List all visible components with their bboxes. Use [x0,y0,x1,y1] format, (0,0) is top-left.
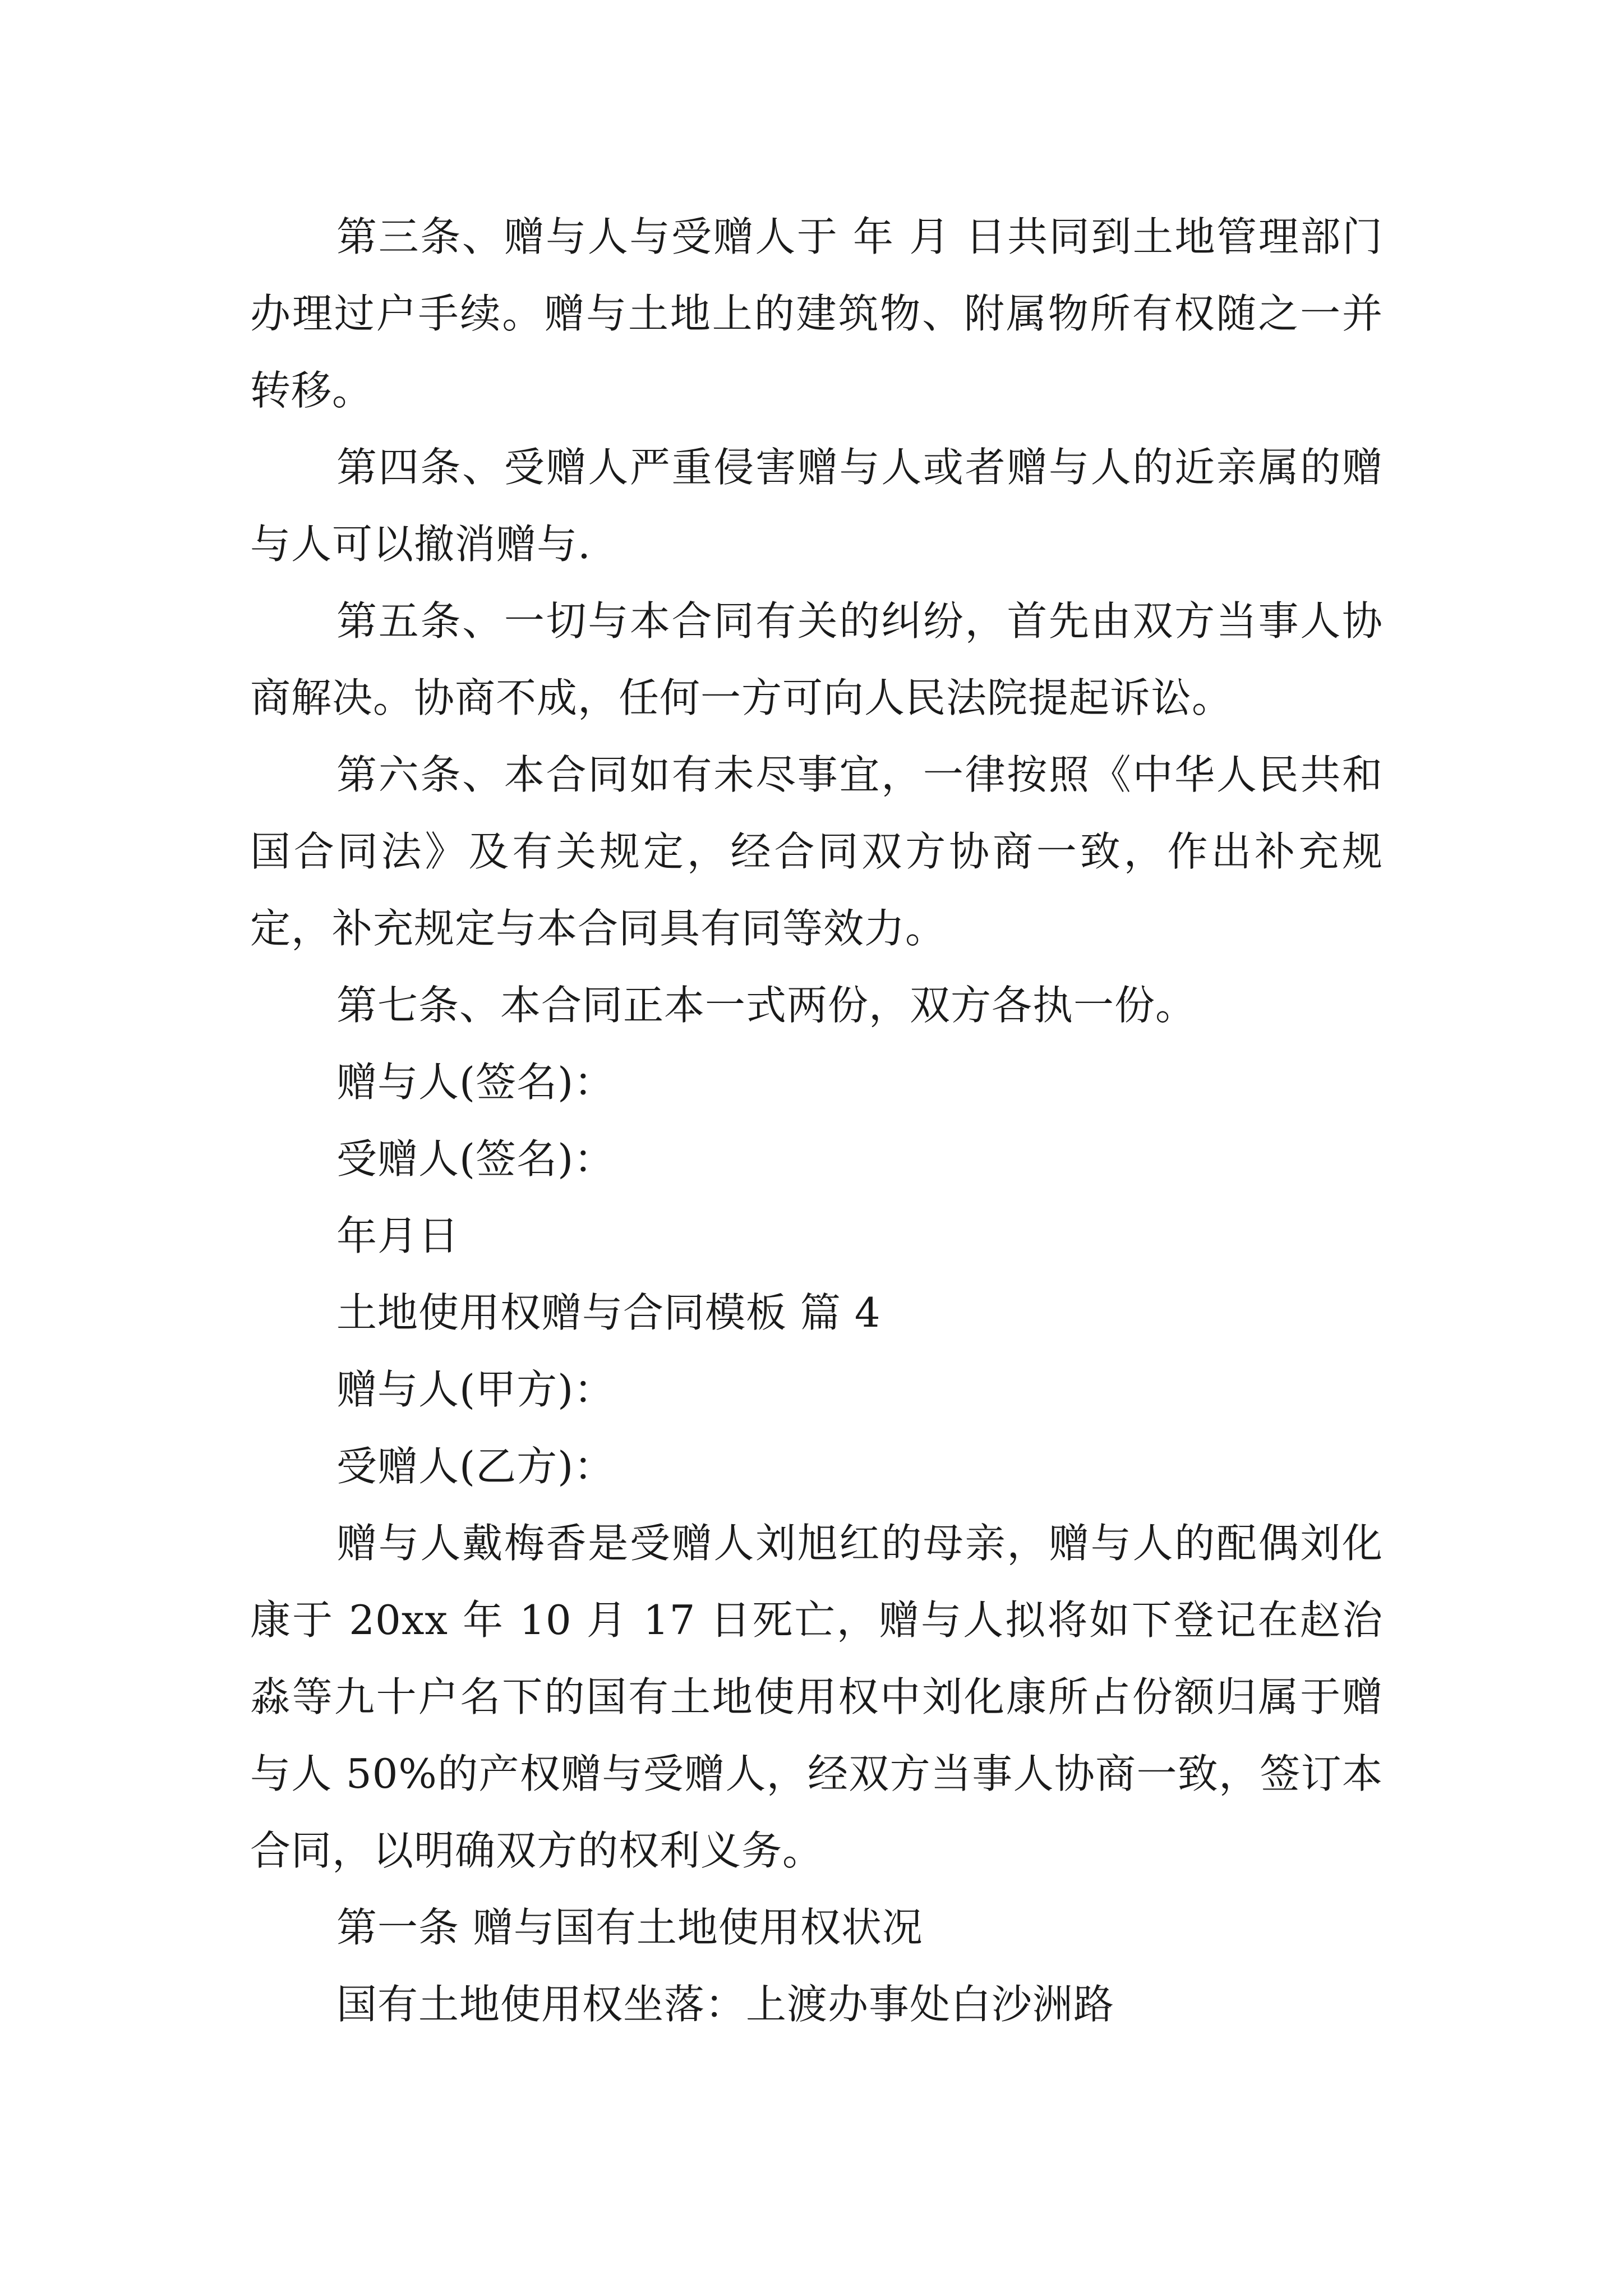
article-3-paragraph: 第三条、赠与人与受赠人于 年 月 日共同到土地管理部门办理过户手续。赠与土地上的建筑物、附属物所有权随之一并转移。 [250,213,1383,414]
land-location-line: 国有土地使用权坐落：上渡办事处白沙洲路 [336,1981,1115,2028]
article-7-paragraph: 第七条、本合同正本一式两份，双方各执一份。 [336,982,1197,1029]
preamble-paragraph: 赠与人戴梅香是受赠人刘旭红的母亲，赠与人的配偶刘化康于 20xx 年 10 月 17 日死亡，赠与人拟将如下登记在赵治淼等九十户名下的国有土地使用权中刘化康所占份额归属于赠与人 50%的产权赠与受赠人，经双方当事人协商一致，签订本合同，以明确双方的权利义务。 [250,1520,1383,1874]
donee-party-b-line: 受赠人(乙方)： [336,1443,615,1490]
donor-signature-line: 赠与人(签名)： [336,1059,615,1106]
article-5-paragraph: 第五条、一切与本合同有关的纠纷，首先由双方当事人协商解决。协商不成，任何一方可向人民法院提起诉讼。 [250,597,1383,721]
article-4-paragraph: 第四条、受赠人严重侵害赠与人或者赠与人的近亲属的赠与人可以撤消赠与. [250,444,1383,568]
document-body [250,199,1383,2043]
article-6-paragraph: 第六条、本合同如有未尽事宜，一律按照《中华人民共和国合同法》及有关规定，经合同双方协商一致，作出补充规定，补充规定与本合同具有同等效力。 [250,751,1383,952]
section-heading: 土地使用权赠与合同模板 篇 4 [336,1289,881,1336]
donor-party-a-line: 赠与人(甲方)： [336,1366,615,1413]
article-1-heading: 第一条 赠与国有土地使用权状况 [336,1904,923,1951]
donee-signature-line: 受赠人(签名)： [336,1135,615,1182]
date-line: 年月日 [336,1212,460,1259]
